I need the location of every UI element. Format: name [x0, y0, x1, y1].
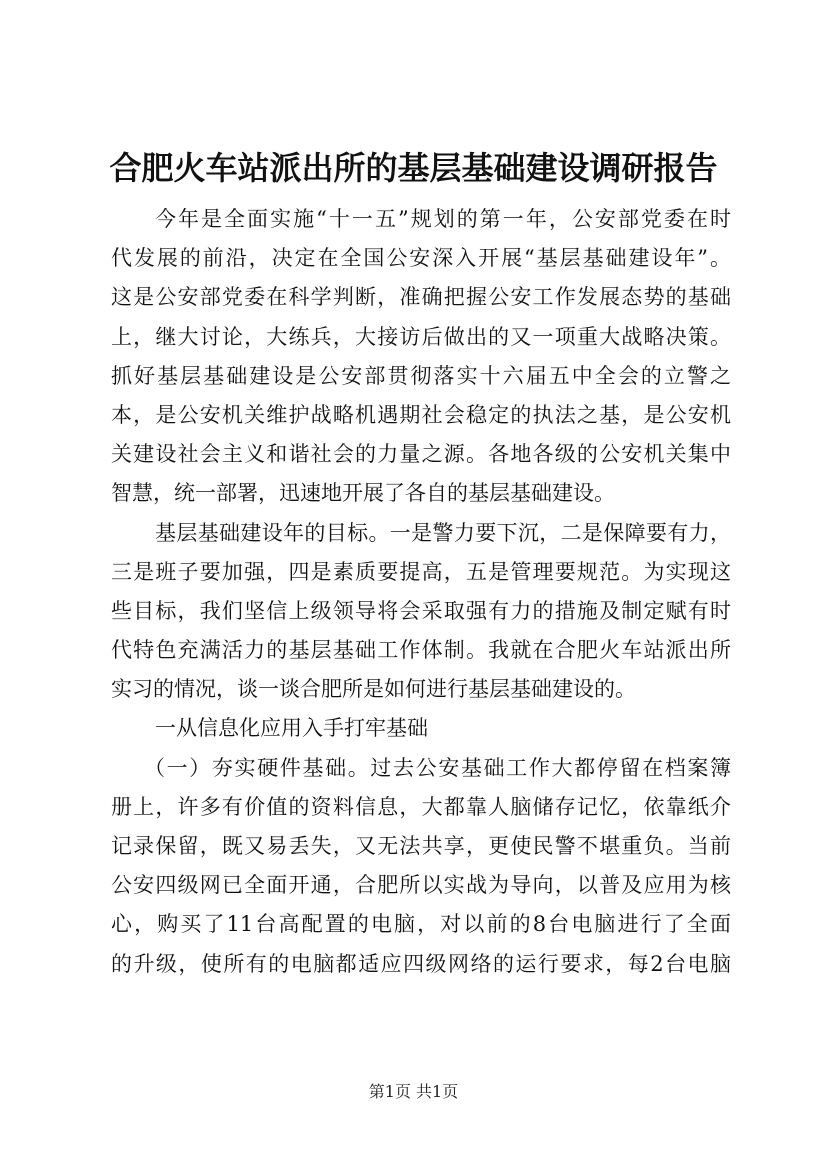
text-line: 实习的情况，谈一谈合肥所是如何进行基层基础建设的。 [111, 677, 636, 702]
text-line: 心，购买了11台高配置的电脑，对以前的8台电脑进行了全面 [111, 912, 731, 937]
text-line: 这是公安部党委在科学判断，准确把握公安工作发展态势的基础 [111, 285, 731, 310]
text-line: 基层基础建设年的目标。一是警力要下沉，二是保障要有力， [155, 520, 731, 545]
text-line: 抓好基层基础建设是公安部贯彻落实十六届五中全会的立警之 [111, 363, 731, 388]
text-line: 今年是全面实施“十一五”规划的第一年，公安部党委在时 [155, 207, 731, 231]
text-line: 三是班子要加强，四是素质要提高，五是管理要规范。为实现这 [111, 559, 731, 584]
text-line: 上，继大讨论，大练兵，大接访后做出的又一项重大战略决策。 [111, 324, 731, 349]
document-body [111, 200, 731, 984]
text-line: 的升级，使所有的电脑都适应四级网络的运行要求，每2台电脑 [111, 951, 731, 976]
document-title: 合肥火车站派出所的基层基础建设调研报告 [109, 149, 718, 187]
text-line: （一）夯实硬件基础。过去公安基础工作大都停留在档案簿 [144, 755, 731, 780]
text-line: 记录保留，既又易丢失，又无法共享，更使民警不堪重负。当前 [111, 834, 731, 858]
text-line: 公安四级网已全面开通，合肥所以实战为导向，以普及应用为核 [111, 873, 731, 898]
text-line: 智慧，统一部署，迅速地开展了各自的基层基础建设。 [111, 481, 615, 506]
page-number-footer: 第1页 共1页 [368, 1082, 459, 1101]
text-line: 代特色充满活力的基层基础工作体制。我就在合肥火车站派出所 [111, 638, 731, 663]
text-line: 代发展的前沿，决定在全国公安深入开展“基层基础建设年”。 [111, 246, 731, 271]
text-line: 本，是公安机关维护战略机遇期社会稳定的执法之基，是公安机 [111, 402, 731, 427]
section-heading: 一从信息化应用入手打牢基础 [155, 716, 428, 741]
text-line: 册上，许多有价值的资料信息，大都靠人脑储存记忆，依靠纸介 [111, 794, 731, 819]
text-line: 些目标，我们坚信上级领导将会采取强有力的措施及制定赋有时 [111, 598, 731, 623]
text-line: 关建设社会主义和谐社会的力量之源。各地各级的公安机关集中 [111, 442, 731, 467]
